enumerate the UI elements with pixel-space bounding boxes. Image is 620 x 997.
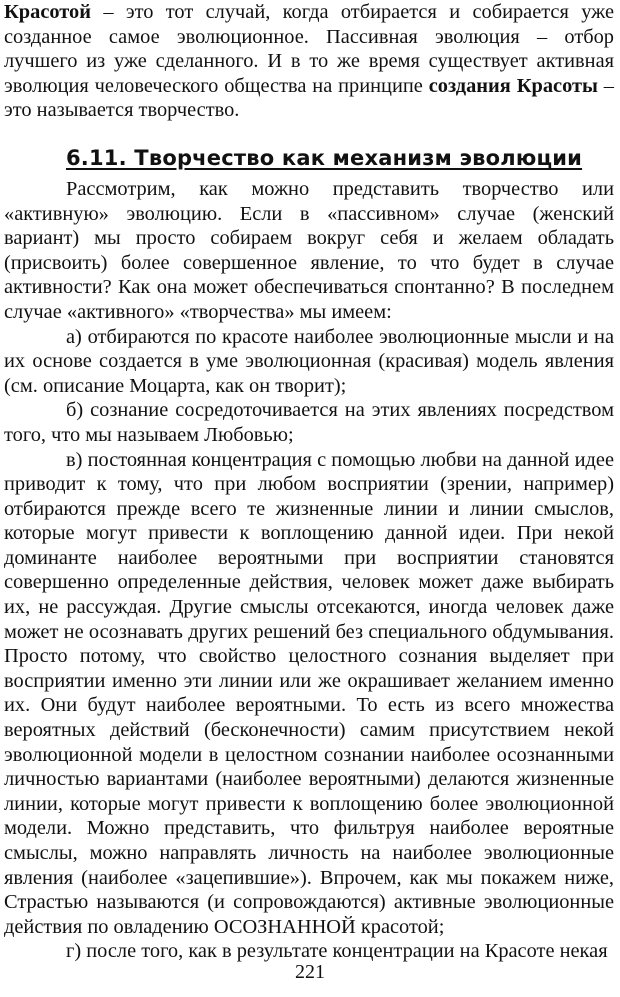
list-item-g: г) после того, как в результате концентрации на Красоте некая <box>66 940 608 963</box>
intro-bold-term: Красотой <box>4 1 91 23</box>
list-item-a: а) отбираются по красоте наиболее эволюционные мысли и на их основе создается в уме эволюционная (красивая) модель явления (см. описание Моцарта, как он творит); <box>4 325 614 397</box>
list-item-b: б) сознание сосредоточивается на этих явлениях посредством того, что мы называем Любовью; <box>4 399 614 446</box>
section-heading: 6.11. Творчество как механизм эволюции <box>66 145 583 170</box>
page-number: 221 <box>295 961 325 983</box>
intro-bold-phrase: создания Красоты <box>428 74 598 97</box>
intro-text-part-1: – это тот случай, когда отбирается и собирается уже созданное самое эволюционное. Пассивная эволюция – отбор лучшего из уже сделанного. И в то же время существует активная эволюция человеческого общества на принципе <box>4 1 614 97</box>
paragraph-consider: Рассмотрим, как можно представить творчество или «активную» эволюцию. Если в «пассивном» случае (женский вариант) мы просто собираем вокруг себя и желаем обладать (присвоить) более совершенное явление, то что будет в случае активности? Как она может обеспечиваться спонтанно? В последнем случае «активного» «творчества» мы имеем: <box>4 177 614 323</box>
intro-paragraph <box>4 0 614 123</box>
list-item-v: в) постоянная концентрация с помощью любви на данной идее приводит к тому, что при любом восприятии (зрении, например) отбираются прежде всего те жизненные линии и линии смыслов, которые могут привести к воплощению данной идеи. При некой доминанте наиболее вероятными при восприятии становятся совершенно определенные действия, человек может даже выбирать их, не рассуждая. Другие смыслы отсекаются, иногда человек даже может не осознавать других решений без специального обдумывания. Просто потому, что свойство целостного сознания выделяет при восприятии именно эти линии или же окрашивает желанием именно их. Они будут наиболее вероятными. То есть из всего множества вероятных действий (бесконечности) самим присутствием некой эволюционной модели в целостном сознании наиболее осознанными личностью вариантами (наиболее вероятными) делаются жизненные линии, которые могут привести к воплощению более эволюционной модели. Можно представить, что фильтруя наиболее вероятные смыслы, можно направлять личность на наиболее эволюционные явления (наиболее «зацепившие»). Впрочем, как мы покажем ниже, Страстью называются (и сопровождаются) активные эволюционные действия по овладению ОСОЗНАННОЙ красотой; <box>4 448 614 938</box>
intro-text-part-2: – это называется творчество. <box>4 74 615 122</box>
